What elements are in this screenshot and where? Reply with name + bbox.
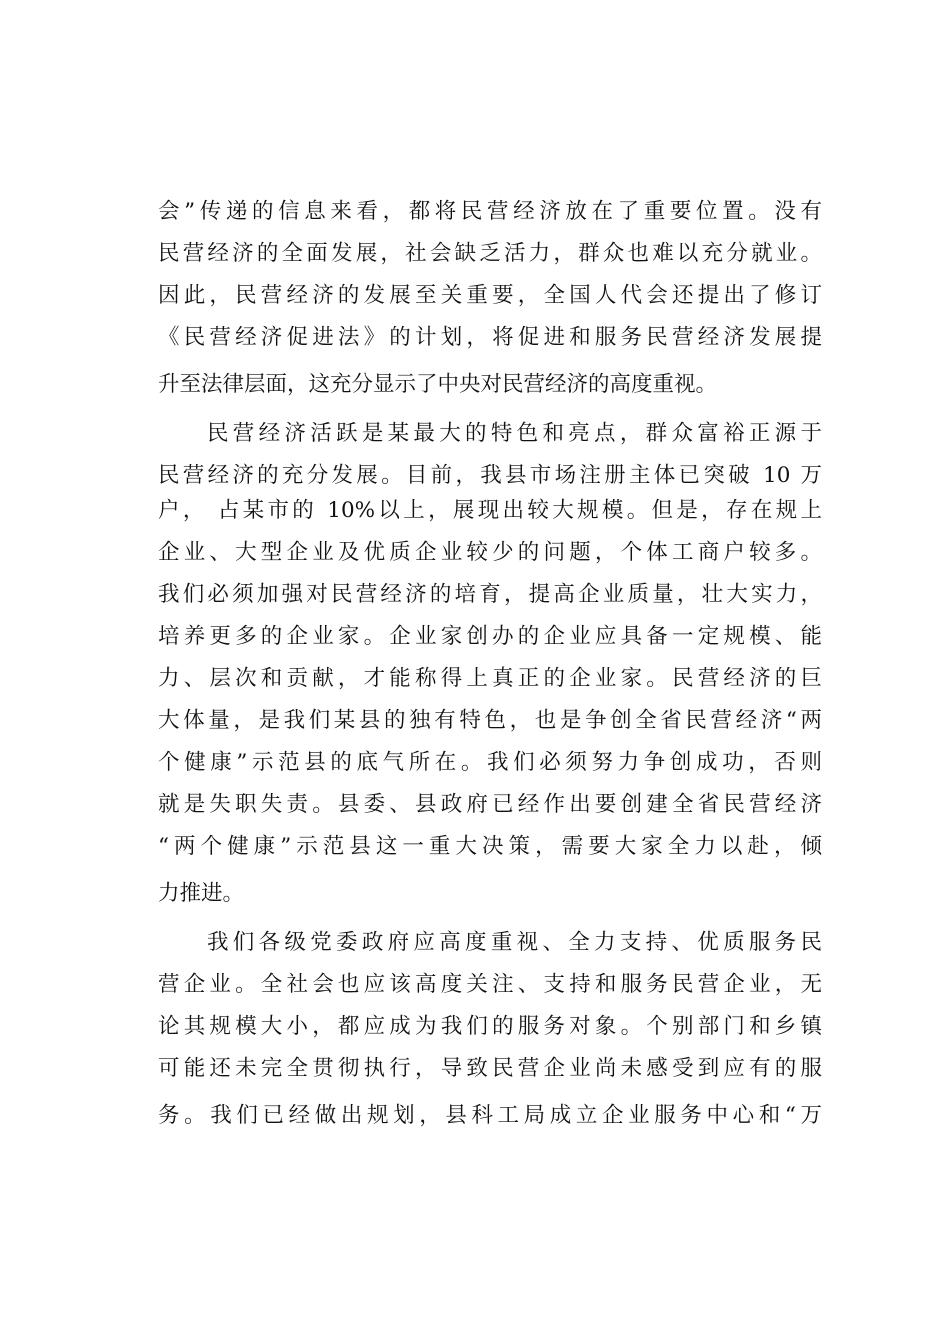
paragraph-1-line-5: 升至法律层面，这充分显示了中央对民营经济的高度重视。 — [158, 372, 718, 397]
paragraph-1-line-3: 因此，民营经济的发展至关重要，全国人代会还提出了修订 — [158, 283, 822, 308]
paragraph-1-line-4: 《民营经济促进法》的计划，将促进和服务民营经济发展提 — [158, 325, 822, 350]
paragraph-2-line-6: 培养更多的企业家。企业家创办的企业应具备一定规模、能 — [158, 624, 822, 649]
paragraph-3-line-5: 务。我们已经做出规划，县科工局成立企业服务中心和“万 — [158, 1103, 822, 1128]
paragraph-2-line-12: 力推进。 — [158, 881, 245, 906]
paragraph-2-line-9: 个健康”示范县的底气所在。我们必须努力争创成功，否则 — [158, 750, 822, 775]
paragraph-2-line-10: 就是失职失责。县委、县政府已经作出要创建全省民营经济 — [158, 792, 822, 817]
paragraph-2-line-5: 我们必须加强对民营经济的培育，提高企业质量，壮大实力， — [158, 582, 822, 607]
paragraph-2-line-4: 企业、大型企业及优质企业较少的问题，个体工商户较多。 — [158, 540, 822, 565]
paragraph-2-line-7: 力、层次和贡献，才能称得上真正的企业家。民营经济的巨 — [158, 666, 822, 691]
paragraph-2-line-8: 大体量，是我们某县的独有特色，也是争创全省民营经济“两 — [158, 708, 822, 733]
paragraph-3-line-4: 可能还未完全贯彻执行，导致民营企业尚未感受到应有的服 — [158, 1056, 822, 1081]
paragraph-1-line-1: 会”传递的信息来看，都将民营经济放在了重要位置。没有 — [158, 199, 822, 224]
paragraph-2-line-11: “两个健康”示范县这一重大决策，需要大家全力以赴，倾 — [158, 834, 822, 859]
paragraph-3-line-1: 我们各级党委政府应高度重视、全力支持、优质服务民 — [207, 930, 822, 955]
paragraph-2-line-3: 户， 占某市的 10%以上，展现出较大规模。但是，存在规上 — [158, 498, 822, 523]
paragraph-3-line-2: 营企业。全社会也应该高度关注、支持和服务民营企业，无 — [158, 972, 822, 997]
paragraph-2-line-2: 民营经济的充分发展。目前，我县市场注册主体已突破 10 万 — [158, 463, 822, 488]
paragraph-1-line-2: 民营经济的全面发展，社会缺乏活力，群众也难以充分就业。 — [158, 241, 822, 266]
paragraph-3-line-3: 论其规模大小，都应成为我们的服务对象。个别部门和乡镇 — [158, 1014, 822, 1039]
paragraph-2-line-1: 民营经济活跃是某最大的特色和亮点，群众富裕正源于 — [207, 421, 822, 446]
